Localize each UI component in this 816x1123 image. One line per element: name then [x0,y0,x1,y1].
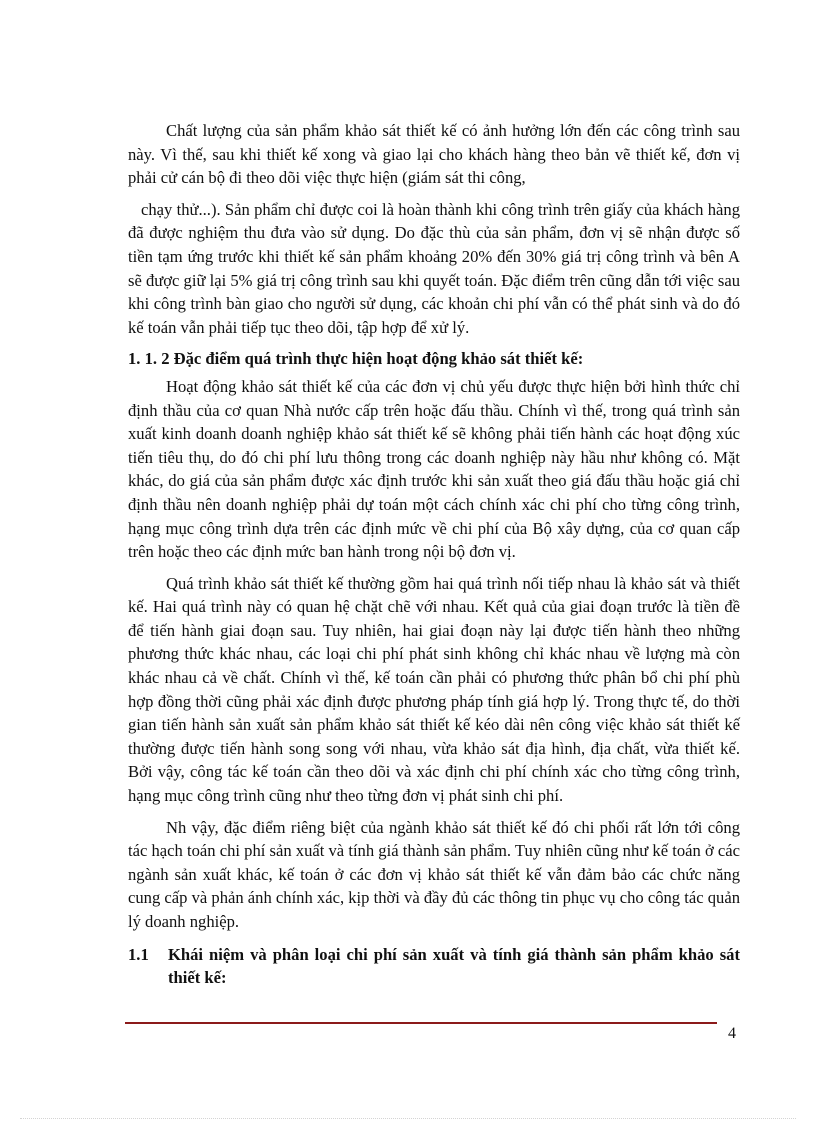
paragraph-survey-activity: Hoạt động khảo sát thiết kế của các đơn vị chủ yếu được thực hiện bởi hình thức chỉ định thầu của cơ quan Nhà nước cấp trên hoặc đấu thầu. Chính vì thế, trong quá trình sản xuất kinh doanh doanh nghiệp khảo sát thiết kế sẽ không phải tiến hành các hoạt động xúc tiến tiêu thụ, do đó chi phí lưu thông trong các doanh nghiệp này hầu như không có. Mặt khác, do giá của sản phẩm được xác định trước khi sản xuất theo giá đấu thầu hoặc giá chỉ định thầu nên doanh nghiệp phải dự toán một cách chính xác chi phí cho từng công trình, hạng mục công trình dựa trên các định mức về chi phí của Bộ xây dựng, của cơ quan cấp trên hoặc theo các định mức ban hành trong nội bộ đơn vị. [128,376,740,562]
page-number: 4 [728,1025,736,1042]
section-heading-1-1-2: 1. 1. 2 Đặc điểm quá trình thực hiện hoạt động khảo sát thiết kế: [128,349,584,369]
section-title: Khái niệm và phân loại chi phí sản xuất và tính giá thành sản phẩm khảo sát thiết kế: [168,944,740,988]
paragraph-completion: chạy thử...). Sản phẩm chỉ được coi là hoàn thành khi công trình trên giấy của khách hàng đã được nghiệm thu đưa vào sử dụng. Do đặc thù của sản phẩm, đơn vị sẽ nhận được số tiền tạm ứng trước khi thiết kế sản phẩm khoảng 20% đến 30% giá trị công trình và bên A sẽ được giữ lại 5% giá trị công trình sau khi quyết toán. Đặc điểm trên cũng dẫn tới việc sau khi công trình bàn giao cho người sử dụng, các khoản chi phí vẫn có thể phát sinh và do đó kế toán vẫn phải tiếp tục theo dõi, tập hợp để xử lý. [128,199,741,337]
section-heading-1-1 [128,943,740,990]
paragraph-survey-process: Quá trình khảo sát thiết kế thường gồm hai quá trình nối tiếp nhau là khảo sát và thiết kế. Hai quá trình này có quan hệ chặt chẽ với nhau. Kết quả của giai đoạn trước là tiền đề để tiến hành giai đoạn sau. Tuy nhiên, hai giai đoạn này lại được tiến hành theo những phương thức khác nhau, các loại chi phí phát sinh không chỉ khác nhau về lượng mà còn khác nhau cả về chất. Chính vì thế, kế toán cần phải có phương thức phân bổ chi phí phù hợp đồng thời cũng phải xác định được phương pháp tính giá hợp lý. Trong thực tế, do thời gian tiến hành sản xuất sản phẩm khảo sát thiết kế kéo dài nên công việc khảo sát thiết kế thường được tiến hành song song với nhau, vừa khảo sát địa hình, địa chất, vừa thiết kế. Bởi vậy, công tác kế toán cần theo dõi và xác định chi phí chính xác cho từng công trình, hạng mục công trình cũng như theo từng đơn vị phát sinh chi phí. [128,573,740,806]
page-body [128,119,740,990]
page-edge-divider [20,1118,796,1119]
footer-rule [125,1022,717,1024]
section-number: 1.1 [128,944,149,964]
paragraph-quality: Chất lượng của sản phẩm khảo sát thiết kế có ảnh hưởng lớn đến các công trình sau này. Vì thế, sau khi thiết kế xong và giao lại cho khách hàng theo bản vẽ thiết kế, đơn vị phải cử cán bộ đi theo dõi việc thực hiện (giám sát thi công, [128,121,740,188]
paragraph-conclusion: Nh vậy, đặc điểm riêng biệt của ngành khảo sát thiết kế đó chi phối rất lớn tới công tác hạch toán chi phí sản xuất và tính giá thành sản phẩm. Tuy nhiên cũng như kế toán ở các ngành sản xuất khác, kế toán ở các đơn vị khảo sát thiết kế vẫn đảm bảo các chức năng cung cấp và phản ánh chính xác, kịp thời và đầy đủ các thông tin phục vụ cho công tác quản lý doanh nghiệp. [128,817,740,931]
